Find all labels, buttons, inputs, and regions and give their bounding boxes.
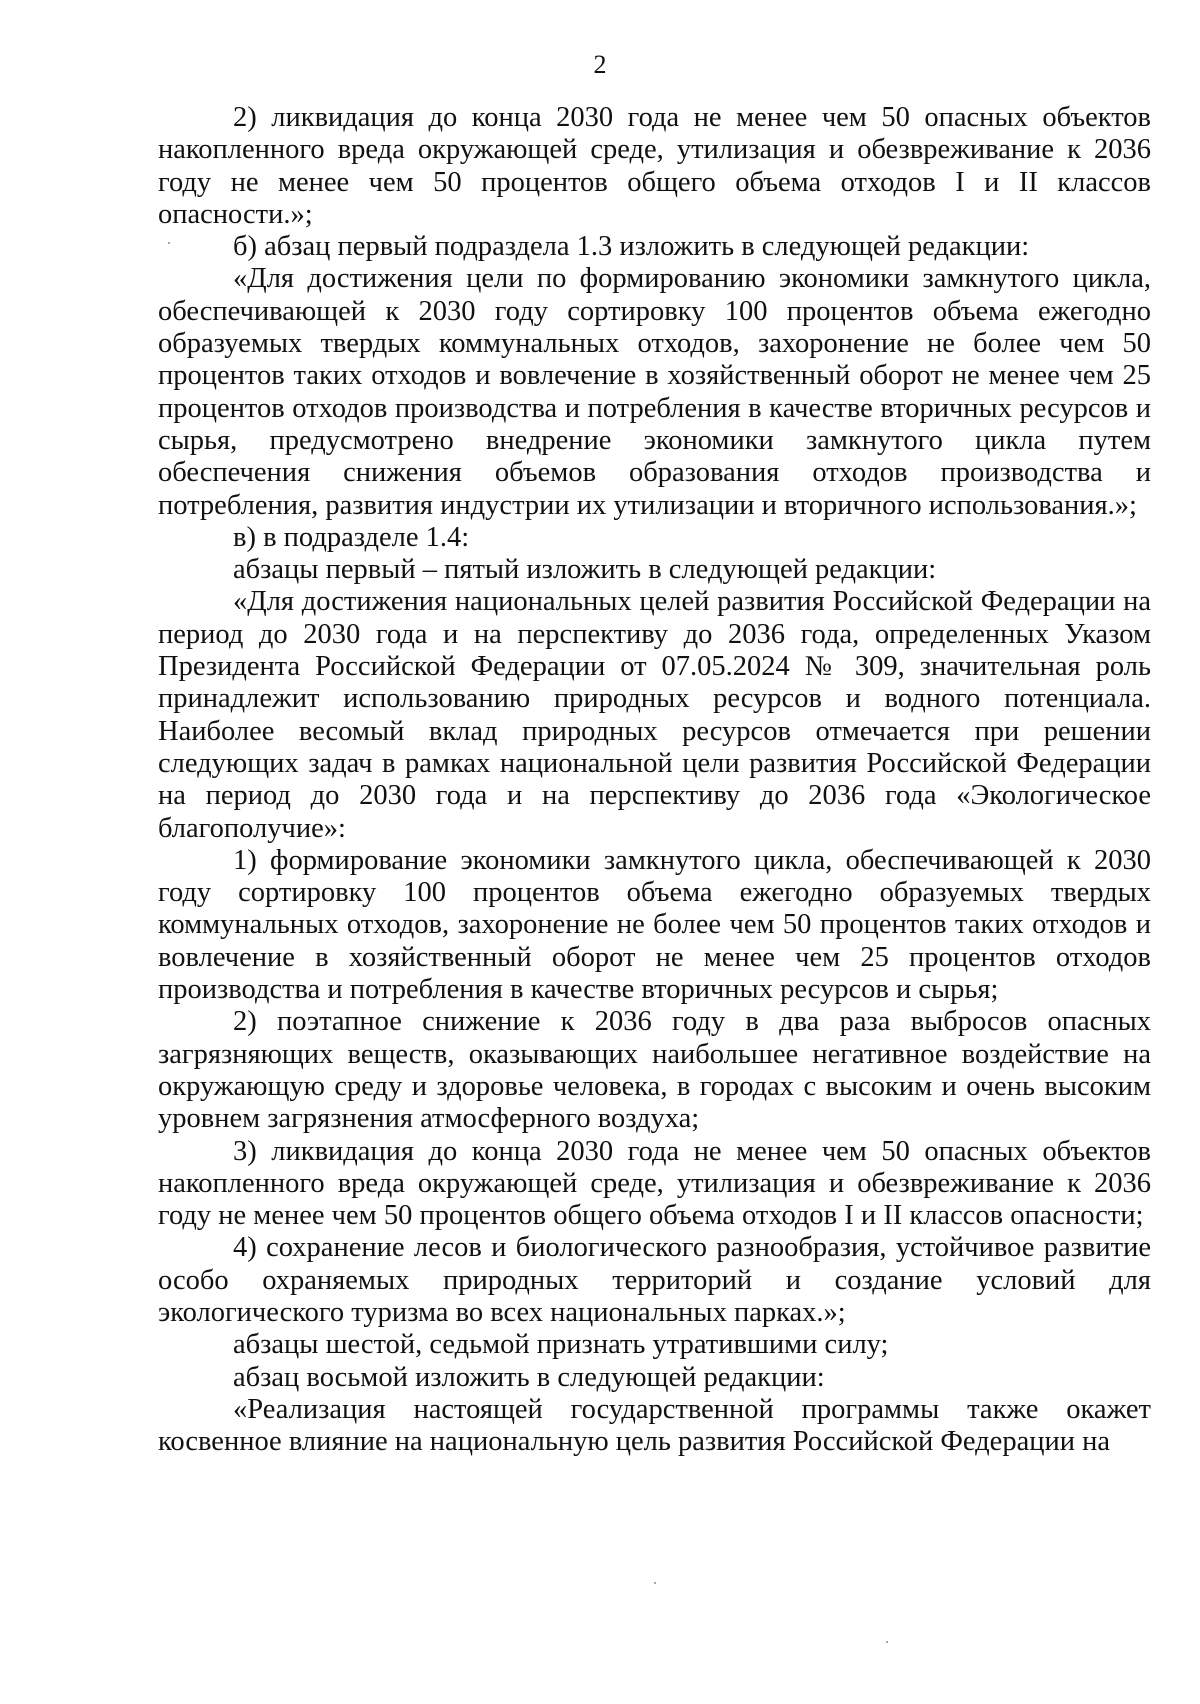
scan-speck: [168, 242, 170, 244]
paragraph-eighth-heading: абзац восьмой изложить в следующей редакции:: [233, 1361, 825, 1393]
paragraph-sixth-seventh: абзацы шестой, седьмой признать утратившими силу;: [233, 1329, 889, 1361]
paragraph-item-3: 3) ликвидация до конца 2030 года не менее чем 50 опасных объектов накопленного вреда окружающей среде, утилизация и обезвреживание к 2036 году не менее чем 50 процентов общего объема отходов I и II классов опасности;: [158, 1135, 1151, 1232]
paragraph-subsection-1-3-text: «Для достижения цели по формированию экономики замкнутого цикла, обеспечивающей к 2030 году сортировку 100 процентов объема ежегодно образуемых твердых коммунальных отходов, захоронение не более чем 50 процентов таких отходов и вовлечение в хозяйственный оборот не менее чем 25 процентов отходов производства и потребления в качестве вторичных ресурсов и сырья, предусмотрено внедрение экономики замкнутого цикла путем обеспечения снижения объемов образования отходов производства и потребления, развития индустрии их утилизации и вторичного использования.»;: [158, 263, 1151, 521]
paragraph-item-4: 4) сохранение лесов и биологического разнообразия, устойчивое развитие особо охраняемых природных территорий и создание условий для экологического туризма во всех национальных парках.»;: [158, 1232, 1151, 1328]
page-number: 2: [593, 50, 607, 79]
paragraph-item-2-end: 2) ликвидация до конца 2030 года не менее чем 50 опасных объектов накопленного вреда окружающей среде, утилизация и обезвреживание к 2036 году не менее чем 50 процентов общего объема отходов I и II классов опасности.»;: [158, 102, 1151, 230]
paragraph-implementation: «Реализация настоящей государственной программы также окажет косвенное влияние на национальную цель развития Российской Федерации на: [158, 1393, 1151, 1458]
paragraph-national-goals: «Для достижения национальных целей развития Российской Федерации на период до 2030 года и на перспективу до 2036 года, определенных Указом Президента Российской Федерации от 07.05.2024 № 309, значительная роль принадлежит использованию природных ресурсов и водного потенциала. Наиболее весомый вклад природных ресурсов отмечается при решении следующих задач в рамках национальной цели развития Российской Федерации на период до 2030 года и на перспективу до 2036 года «Экологическое благополучие»:: [158, 586, 1151, 844]
scan-speck: [886, 1641, 888, 1643]
paragraph-first-fifth-heading: абзацы первый – пятый изложить в следующей редакции:: [233, 554, 937, 586]
paragraph-item-2: 2) поэтапное снижение к 2036 году в два раза выбросов опасных загрязняющих веществ, оказывающих наибольшее негативное воздействие на окружающую среду и здоровье человека, в городах с высоким и очень высоким уровнем загрязнения атмосферного воздуха;: [158, 1006, 1151, 1135]
paragraph-subsection-1-4-heading: в) в подразделе 1.4:: [233, 521, 470, 553]
scan-speck: [654, 1582, 656, 1584]
paragraph-subsection-1-3-heading: б) абзац первый подраздела 1.3 изложить в следующей редакции:: [233, 231, 1030, 263]
document-body: [158, 102, 1151, 1458]
paragraph-item-1: 1) формирование экономики замкнутого цикла, обеспечивающей к 2030 году сортировку 100 процентов объема ежегодно образуемых твердых коммунальных отходов, захоронение не более чем 50 процентов таких отходов и вовлечение в хозяйственный оборот не менее чем 25 процентов отходов производства и потребления в качестве вторичных ресурсов и сырья;: [158, 844, 1151, 1006]
